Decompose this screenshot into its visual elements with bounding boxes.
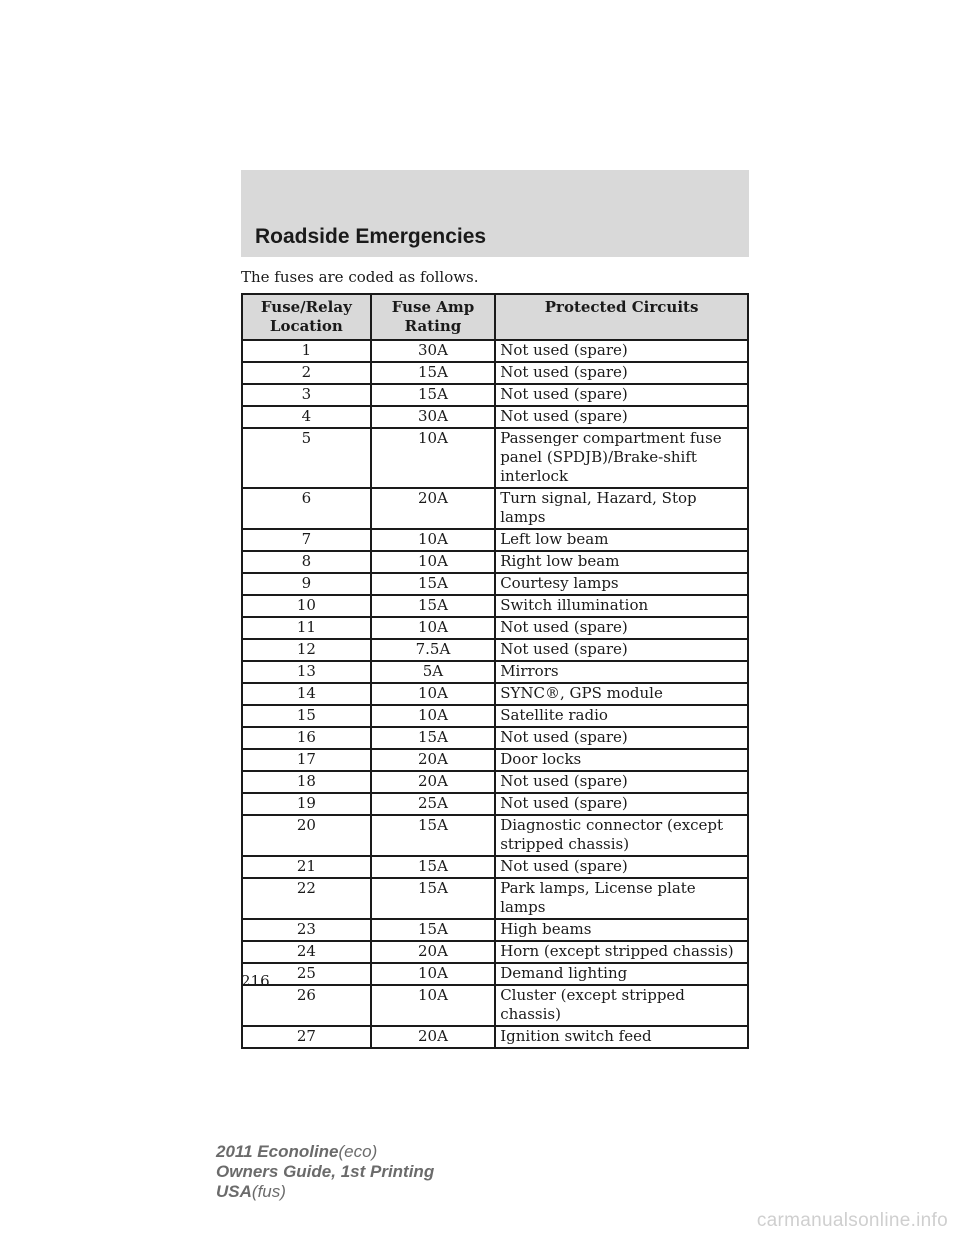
cell-amp-rating: 15A: [371, 573, 495, 595]
cell-amp-rating: 15A: [371, 815, 495, 856]
cell-protected-circuit: Cluster (except stripped chassis): [495, 985, 748, 1026]
cell-location: 2: [242, 362, 371, 384]
cell-location: 11: [242, 617, 371, 639]
footer-model-code: (eco): [338, 1142, 378, 1161]
cell-amp-rating: 5A: [371, 661, 495, 683]
table-row: [242, 856, 748, 878]
fuse-table-body: [242, 340, 748, 1048]
cell-amp-rating: 10A: [371, 617, 495, 639]
cell-location: 9: [242, 573, 371, 595]
table-row: [242, 941, 748, 963]
cell-location: 19: [242, 793, 371, 815]
cell-amp-rating: 10A: [371, 705, 495, 727]
cell-location: 22: [242, 878, 371, 919]
table-row: [242, 919, 748, 941]
cell-location: 7: [242, 529, 371, 551]
cell-location: 16: [242, 727, 371, 749]
cell-location: 18: [242, 771, 371, 793]
header-amp-rating: Fuse Amp Rating: [371, 294, 495, 340]
table-row: [242, 595, 748, 617]
table-row: [242, 488, 748, 529]
cell-amp-rating: 20A: [371, 941, 495, 963]
cell-amp-rating: 20A: [371, 488, 495, 529]
cell-protected-circuit: Ignition switch feed: [495, 1026, 748, 1048]
cell-amp-rating: 10A: [371, 551, 495, 573]
section-title: Roadside Emergencies: [255, 225, 487, 248]
table-row: [242, 406, 748, 428]
footer-market: USA: [216, 1182, 252, 1201]
cell-amp-rating: 15A: [371, 878, 495, 919]
cell-amp-rating: 20A: [371, 1026, 495, 1048]
table-row: [242, 362, 748, 384]
cell-protected-circuit: Satellite radio: [495, 705, 748, 727]
table-row: [242, 727, 748, 749]
cell-protected-circuit: Turn signal, Hazard, Stop lamps: [495, 488, 748, 529]
cell-location: 3: [242, 384, 371, 406]
cell-protected-circuit: Horn (except stripped chassis): [495, 941, 748, 963]
cell-location: 14: [242, 683, 371, 705]
cell-protected-circuit: Not used (spare): [495, 384, 748, 406]
cell-location: 24: [242, 941, 371, 963]
table-row: [242, 985, 748, 1026]
cell-location: 10: [242, 595, 371, 617]
cell-amp-rating: 15A: [371, 362, 495, 384]
cell-location: 26: [242, 985, 371, 1026]
cell-amp-rating: 15A: [371, 727, 495, 749]
table-row: [242, 529, 748, 551]
cell-location: 13: [242, 661, 371, 683]
cell-amp-rating: 25A: [371, 793, 495, 815]
table-row: [242, 749, 748, 771]
cell-protected-circuit: Demand lighting: [495, 963, 748, 985]
cell-amp-rating: 20A: [371, 771, 495, 793]
cell-amp-rating: 15A: [371, 856, 495, 878]
cell-protected-circuit: Not used (spare): [495, 856, 748, 878]
table-row: [242, 340, 748, 362]
cell-amp-rating: 30A: [371, 406, 495, 428]
cell-location: 15: [242, 705, 371, 727]
cell-protected-circuit: Left low beam: [495, 529, 748, 551]
table-row: [242, 1026, 748, 1048]
cell-protected-circuit: Courtesy lamps: [495, 573, 748, 595]
cell-protected-circuit: Not used (spare): [495, 727, 748, 749]
cell-protected-circuit: High beams: [495, 919, 748, 941]
cell-protected-circuit: Mirrors: [495, 661, 748, 683]
cell-protected-circuit: Not used (spare): [495, 771, 748, 793]
cell-protected-circuit: Passenger compartment fuse panel (SPDJB)/Brake-shift interlock: [495, 428, 748, 488]
table-row: [242, 551, 748, 573]
cell-location: 23: [242, 919, 371, 941]
table-row: [242, 771, 748, 793]
cell-protected-circuit: Not used (spare): [495, 793, 748, 815]
table-row: [242, 661, 748, 683]
table-row: [242, 705, 748, 727]
table-row: [242, 639, 748, 661]
cell-amp-rating: 7.5A: [371, 639, 495, 661]
footer-model: 2011 Econoline: [216, 1142, 339, 1161]
cell-location: 8: [242, 551, 371, 573]
footer-edition: Owners Guide, 1st Printing: [216, 1162, 435, 1181]
cell-protected-circuit: Not used (spare): [495, 340, 748, 362]
table-row: [242, 428, 748, 488]
cell-protected-circuit: SYNC®, GPS module: [495, 683, 748, 705]
watermark-text: carmanualsonline.info: [756, 1210, 948, 1231]
intro-text: The fuses are coded as follows.: [241, 268, 479, 286]
cell-location: 1: [242, 340, 371, 362]
cell-amp-rating: 10A: [371, 683, 495, 705]
cell-location: 4: [242, 406, 371, 428]
table-row: [242, 815, 748, 856]
page-number: 216: [241, 972, 270, 990]
cell-amp-rating: 10A: [371, 985, 495, 1026]
fuse-table: [241, 293, 749, 1049]
cell-protected-circuit: Not used (spare): [495, 639, 748, 661]
cell-amp-rating: 30A: [371, 340, 495, 362]
table-row: [242, 617, 748, 639]
cell-location: 27: [242, 1026, 371, 1048]
cell-location: 6: [242, 488, 371, 529]
cell-location: 17: [242, 749, 371, 771]
cell-protected-circuit: Park lamps, License plate lamps: [495, 878, 748, 919]
cell-amp-rating: 20A: [371, 749, 495, 771]
table-row: [242, 878, 748, 919]
table-row: [242, 384, 748, 406]
cell-location: 20: [242, 815, 371, 856]
cell-amp-rating: 10A: [371, 963, 495, 985]
cell-location: 12: [242, 639, 371, 661]
table-row: [242, 963, 748, 985]
cell-protected-circuit: Not used (spare): [495, 406, 748, 428]
cell-location: 25: [242, 963, 371, 985]
header-location: Fuse/Relay Location: [242, 294, 371, 340]
cell-protected-circuit: Door locks: [495, 749, 748, 771]
table-row: [242, 683, 748, 705]
cell-protected-circuit: Not used (spare): [495, 617, 748, 639]
cell-location: 21: [242, 856, 371, 878]
table-row: [242, 793, 748, 815]
fuse-table-header-row: [242, 294, 748, 340]
cell-location: 5: [242, 428, 371, 488]
cell-amp-rating: 15A: [371, 595, 495, 617]
header-protected-circuits: Protected Circuits: [495, 294, 748, 340]
print-footer: [216, 1142, 434, 1202]
cell-protected-circuit: Right low beam: [495, 551, 748, 573]
cell-protected-circuit: Diagnostic connector (except stripped chassis): [495, 815, 748, 856]
cell-protected-circuit: Switch illumination: [495, 595, 748, 617]
cell-amp-rating: 10A: [371, 428, 495, 488]
cell-amp-rating: 15A: [371, 919, 495, 941]
cell-amp-rating: 15A: [371, 384, 495, 406]
cell-protected-circuit: Not used (spare): [495, 362, 748, 384]
table-row: [242, 573, 748, 595]
cell-amp-rating: 10A: [371, 529, 495, 551]
footer-market-code: (fus): [251, 1182, 286, 1201]
